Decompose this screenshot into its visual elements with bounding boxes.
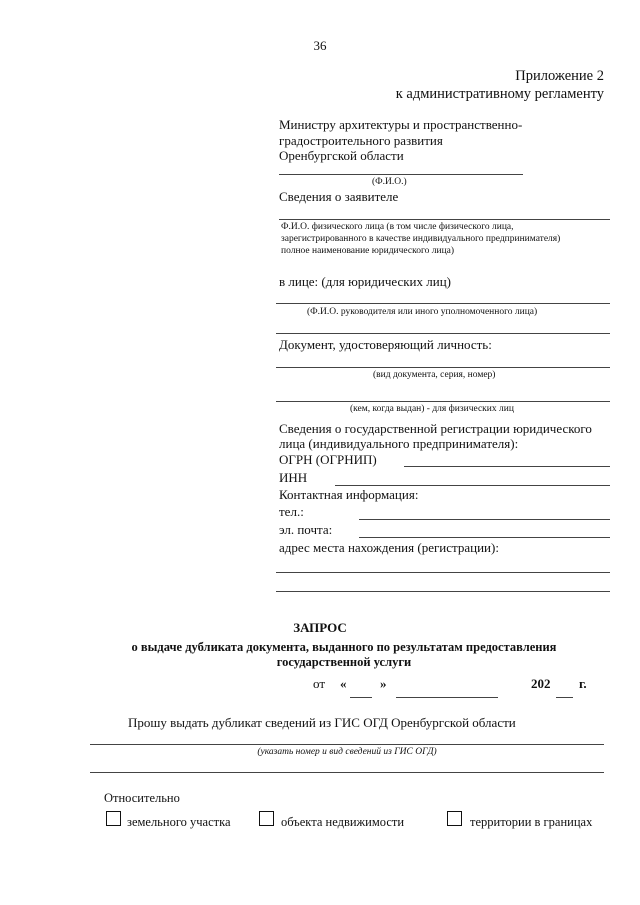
addressee-line-2: градостроительного развития bbox=[279, 133, 443, 148]
inn-label: ИНН bbox=[279, 470, 308, 485]
applicant-caption-2: зарегистрированного в качестве индивидуального предпринимателя) bbox=[281, 234, 561, 244]
inn-input-line[interactable] bbox=[335, 485, 610, 486]
address-label: адрес места нахождения (регистрации): bbox=[279, 540, 499, 555]
date-year-line[interactable] bbox=[556, 697, 573, 698]
date-year-suffix: г. bbox=[579, 676, 587, 691]
date-day-line[interactable] bbox=[350, 697, 372, 698]
option-land-plot-label: земельного участка bbox=[127, 815, 231, 829]
date-from: от bbox=[313, 676, 326, 691]
option-territory-label: территории в границах bbox=[470, 815, 593, 829]
person-caption: (Ф.И.О. руководителя или иного уполномоченного лица) bbox=[307, 307, 538, 317]
person-line-2[interactable] bbox=[276, 333, 610, 334]
address-line-1[interactable] bbox=[276, 572, 610, 573]
applicant-heading: Сведения о заявителе bbox=[279, 189, 399, 204]
date-year: 202 bbox=[531, 676, 551, 691]
person-label: в лице: (для юридических лиц) bbox=[279, 274, 451, 289]
info-line-2[interactable] bbox=[90, 772, 604, 773]
info-line-1[interactable] bbox=[90, 744, 604, 745]
id-document-line[interactable] bbox=[276, 367, 610, 368]
ogrn-label: ОГРН (ОГРНИП) bbox=[279, 452, 377, 467]
checkbox-territory[interactable] bbox=[447, 811, 462, 826]
date-quote-close: » bbox=[380, 676, 387, 691]
date-quote-open: « bbox=[340, 676, 347, 691]
fio-caption: (Ф.И.О.) bbox=[372, 177, 407, 187]
email-input-line[interactable] bbox=[359, 537, 610, 538]
appendix-title: Приложение 2 bbox=[515, 68, 604, 84]
regarding-label: Относительно bbox=[104, 791, 180, 805]
contact-label: Контактная информация: bbox=[279, 487, 419, 502]
applicant-caption-1: Ф.И.О. физического лица (в том числе физического лица, bbox=[281, 222, 514, 232]
applicant-name-line[interactable] bbox=[279, 219, 610, 220]
info-caption: (указать номер и вид сведений из ГИС ОГД) bbox=[257, 747, 437, 757]
checkbox-real-estate[interactable] bbox=[259, 811, 274, 826]
date-month-line[interactable] bbox=[396, 697, 498, 698]
request-title: ЗАПРОС bbox=[293, 620, 347, 635]
checkbox-land-plot[interactable] bbox=[106, 811, 121, 826]
request-body: Прошу выдать дубликат сведений из ГИС ОГД Оренбургской области bbox=[128, 715, 516, 730]
request-subtitle-2: государственной услуги bbox=[276, 655, 412, 669]
person-line[interactable] bbox=[276, 303, 610, 304]
address-line-2[interactable] bbox=[276, 591, 610, 592]
applicant-caption-3: полное наименование юридического лица) bbox=[281, 246, 455, 256]
id-document-label: Документ, удостоверяющий личность: bbox=[279, 337, 492, 352]
phone-input-line[interactable] bbox=[359, 519, 610, 520]
ogrn-input-line[interactable] bbox=[404, 466, 610, 467]
id-document-caption: (вид документа, серия, номер) bbox=[373, 370, 496, 380]
appendix-subtitle: к административному регламенту bbox=[395, 86, 604, 102]
issued-caption: (кем, когда выдан) - для физических лиц bbox=[350, 404, 514, 414]
addressee-line-1: Министру архитектуры и пространственно- bbox=[279, 117, 523, 132]
registration-line-2: лица (индивидуального предпринимателя): bbox=[279, 436, 519, 451]
page-number: 36 bbox=[313, 38, 327, 53]
request-subtitle-1: о выдаче дубликата документа, выданного по результатам предоставления bbox=[131, 640, 557, 654]
option-real-estate-label: объекта недвижимости bbox=[281, 815, 405, 829]
addressee-line-3: Оренбургской области bbox=[279, 148, 404, 163]
registration-line-1: Сведения о государственной регистрации юридического bbox=[279, 421, 592, 436]
fio-line[interactable] bbox=[279, 174, 523, 175]
issued-line[interactable] bbox=[276, 401, 610, 402]
email-label: эл. почта: bbox=[279, 522, 333, 537]
phone-label: тел.: bbox=[279, 504, 304, 519]
